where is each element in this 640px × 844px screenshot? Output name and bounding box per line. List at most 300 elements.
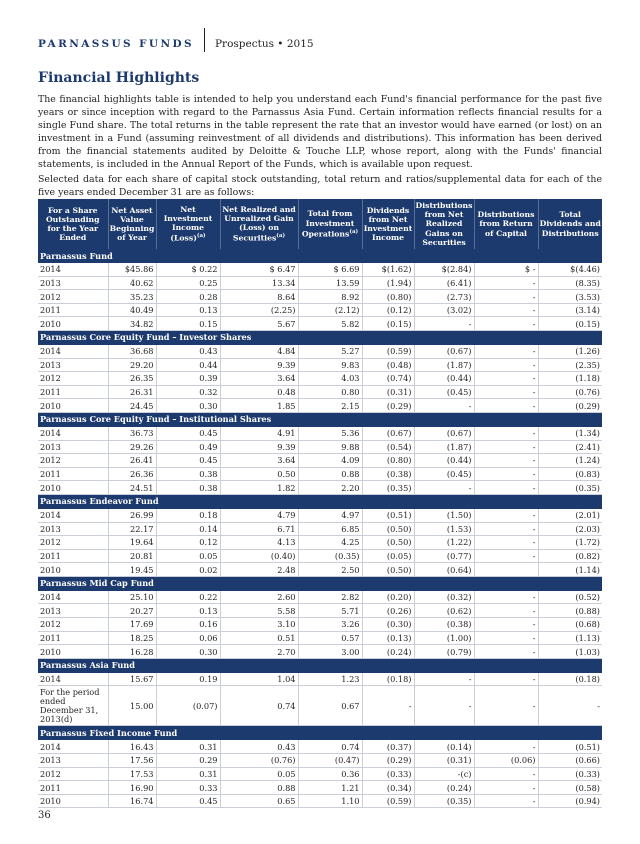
fund-section-header [38,249,602,263]
table-cell: (0.06) [474,754,538,768]
table-row [38,563,602,577]
table-cell: - [362,686,414,726]
column-header: Dividends from Net Investment Income [362,199,414,249]
table-cell: 2010 [38,794,108,808]
table-cell: 16.90 [108,781,156,795]
table-row [38,358,602,372]
table-cell: (0.48) [362,358,414,372]
table-cell: 6.71 [220,522,298,536]
table-cell: (0.59) [362,344,414,358]
table-cell: (0.24) [362,645,414,659]
table-row [38,767,602,781]
table-cell: 2011 [38,385,108,399]
table-cell: 0.67 [298,686,362,726]
table-cell: 0.38 [156,481,220,495]
table-cell: 0.88 [298,467,362,481]
table-row [38,467,602,481]
table-cell: (6.41) [414,276,474,290]
table-cell: 0.45 [156,454,220,468]
table-cell: 0.36 [298,767,362,781]
table-cell: (1.18) [538,372,602,386]
table-cell: 3.64 [220,454,298,468]
table-cell: 0.16 [156,618,220,632]
table-cell: 0.02 [156,563,220,577]
table-row [38,290,602,304]
table-cell: $ 6.69 [298,263,362,277]
table-cell [474,563,538,577]
table-cell: 1.04 [220,672,298,686]
table-cell: 9.39 [220,440,298,454]
table-cell: - [474,618,538,632]
fund-name: Parnassus Core Equity Fund – Investor Shares [38,330,602,344]
table-cell: $ 6.47 [220,263,298,277]
table-cell: - [474,672,538,686]
table-cell: (0.66) [538,754,602,768]
table-cell: 17.56 [108,754,156,768]
table-cell: (0.07) [156,686,220,726]
table-cell: 5.36 [298,426,362,440]
table-cell: 2014 [38,740,108,754]
table-row [38,631,602,645]
table-row [38,303,602,317]
table-cell: 4.91 [220,426,298,440]
fund-name: Parnassus Endeavor Fund [38,494,602,508]
intro-paragraph: The financial highlights table is intended to help you understand each Fund's financial performance for the past five years or since inception with regard to the Parnassus Asia Fund. Certain information reflects financial results for a single Fund share. The total returns in the table represent the rate that an investor would have earned (or lost) on an investment in a Fund (assuming reinvestment of all dividends and distributions). This information has been derived from the financial statements audited by Deloitte & Touche LLP, whose report, along with the Funds' financial statements, is included in the Annual Report of the Funds, which is available upon request. [38,94,602,170]
table-row [38,344,602,358]
table-cell: 0.51 [220,631,298,645]
page-title: Financial Highlights [38,70,200,86]
table-row [38,645,602,659]
table-cell: 17.53 [108,767,156,781]
table-cell: 0.74 [298,740,362,754]
table-cell: (0.51) [538,740,602,754]
table-cell: 0.65 [220,794,298,808]
table-cell: 15.67 [108,672,156,686]
table-cell: 3.00 [298,645,362,659]
table-cell: (1.03) [538,645,602,659]
table-cell: - [474,481,538,495]
table-cell: 0.30 [156,399,220,413]
table-cell: - [474,440,538,454]
table-cell: 4.09 [298,454,362,468]
column-header: Net Realized and Unrealized Gain (Loss) on Securities$^{(a)}$ [220,199,298,249]
table-cell: - [414,686,474,726]
table-cell: (0.35) [414,794,474,808]
table-cell: (1.22) [414,536,474,550]
column-header: Net Asset Value Beginning of Year [108,199,156,249]
table-cell: (0.62) [414,604,474,618]
table-cell: 24.51 [108,481,156,495]
table-cell: 2.15 [298,399,362,413]
table-cell: 0.31 [156,740,220,754]
table-row [38,781,602,795]
table-cell: - [474,344,538,358]
table-cell: 35.23 [108,290,156,304]
table-cell: 2014 [38,508,108,522]
table-cell: (0.29) [538,399,602,413]
table-cell: - [474,631,538,645]
table-cell: $(4.46) [538,263,602,277]
table-cell: 29.26 [108,440,156,454]
table-cell: 2.50 [298,563,362,577]
table-cell: - [474,522,538,536]
table-cell: 16.28 [108,645,156,659]
table-cell: 1.82 [220,481,298,495]
table-cell: 15.00 [108,686,156,726]
table-cell: 0.13 [156,604,220,618]
table-cell: (3.14) [538,303,602,317]
column-header: Net Investment Income (Loss)$^{(a)}$ [156,199,220,249]
table-cell: 26.35 [108,372,156,386]
table-cell: 5.27 [298,344,362,358]
table-row [38,426,602,440]
table-cell: (0.29) [362,754,414,768]
financial-highlights-table [38,199,602,808]
table-cell: 0.05 [220,767,298,781]
table-cell: $(2.84) [414,263,474,277]
table-cell: 1.23 [298,672,362,686]
table-cell: 40.62 [108,276,156,290]
table-cell: (2.03) [538,522,602,536]
table-cell: 3.26 [298,618,362,632]
table-cell: (0.82) [538,549,602,563]
table-cell: (0.26) [362,604,414,618]
table-cell: - [474,536,538,550]
table-cell: 5.82 [298,317,362,331]
table-cell: - [474,590,538,604]
table-cell: 0.32 [156,385,220,399]
table-cell: 0.06 [156,631,220,645]
table-cell: 26.36 [108,467,156,481]
table-cell: $45.86 [108,263,156,277]
table-cell: (0.45) [414,385,474,399]
table-cell: 2013 [38,440,108,454]
table-cell: 2010 [38,399,108,413]
table-cell: 25.10 [108,590,156,604]
table-cell: For the period ended December 31, 2013(d) [38,686,108,726]
table-cell: (1.26) [538,344,602,358]
page-header [38,36,314,52]
table-cell: (0.50) [362,563,414,577]
table-cell: (0.14) [414,740,474,754]
table-cell: 2012 [38,536,108,550]
table-row [38,454,602,468]
column-header: For a Share Outstanding for the Year Ended [38,199,108,249]
table-cell: 5.67 [220,317,298,331]
fund-section-header [38,412,602,426]
table-cell: 0.18 [156,508,220,522]
table-cell: 0.29 [156,754,220,768]
table-cell: 19.45 [108,563,156,577]
table-cell: - [474,317,538,331]
table-cell: 0.45 [156,426,220,440]
table-cell: 13.34 [220,276,298,290]
table-cell: (0.67) [414,344,474,358]
table-cell: 3.10 [220,618,298,632]
table-cell: 26.99 [108,508,156,522]
table-cell: (1.87) [414,358,474,372]
table-row [38,590,602,604]
document-label: Prospectus • 2015 [214,38,314,50]
table-cell: (0.50) [362,522,414,536]
table-cell: 2013 [38,604,108,618]
table-cell: (0.13) [362,631,414,645]
table-cell: $ - [474,263,538,277]
table-cell: 0.43 [220,740,298,754]
table-cell: (0.31) [414,754,474,768]
table-cell: 2012 [38,290,108,304]
table-cell: 0.50 [220,467,298,481]
table-cell: 4.97 [298,508,362,522]
table-cell: (0.59) [362,794,414,808]
table-cell: (2.25) [220,303,298,317]
table-cell: 16.43 [108,740,156,754]
table-cell: (3.02) [414,303,474,317]
table-cell: 9.39 [220,358,298,372]
table-cell: 2010 [38,645,108,659]
table-cell: (0.44) [414,372,474,386]
table-cell: 19.64 [108,536,156,550]
table-cell: 0.74 [220,686,298,726]
table-cell: 2.70 [220,645,298,659]
table-cell: (0.76) [538,385,602,399]
table-cell: 18.25 [108,631,156,645]
table-cell: 0.31 [156,767,220,781]
table-cell: (0.38) [362,467,414,481]
table-cell: - [474,372,538,386]
table-row [38,522,602,536]
table-cell: (0.35) [298,549,362,563]
table-cell: (0.15) [362,317,414,331]
table-row [38,399,602,413]
table-header [38,199,602,249]
table-cell: (0.67) [362,426,414,440]
table-row [38,385,602,399]
brand-name: PARNASSUS FUNDS [38,38,194,50]
table-cell: (0.51) [362,508,414,522]
table-cell: (0.80) [362,454,414,468]
table-cell: 0.14 [156,522,220,536]
table-cell: - [474,454,538,468]
table-cell: (0.29) [362,399,414,413]
table-cell: (3.53) [538,290,602,304]
table-cell: (1.14) [538,563,602,577]
table-cell: (0.52) [538,590,602,604]
table-cell: 36.73 [108,426,156,440]
table-cell: (0.35) [362,481,414,495]
table-cell: 6.85 [298,522,362,536]
table-cell: (0.79) [414,645,474,659]
table-cell: 13.59 [298,276,362,290]
table-row [38,754,602,768]
table-cell: (1.53) [414,522,474,536]
table-cell: 36.68 [108,344,156,358]
fund-section-header [38,726,602,740]
table-cell: 4.79 [220,508,298,522]
table-cell: (1.87) [414,440,474,454]
table-cell: (0.80) [362,290,414,304]
fund-name: Parnassus Core Equity Fund – Institutional Shares [38,412,602,426]
table-cell: (0.50) [362,536,414,550]
table-cell: 9.83 [298,358,362,372]
table-cell: (1.24) [538,454,602,468]
table-cell: (0.18) [362,672,414,686]
table-body [38,249,602,808]
table-cell: $ 0.22 [156,263,220,277]
table-cell: 24.45 [108,399,156,413]
table-row [38,686,602,726]
table-cell: 0.22 [156,590,220,604]
table-cell: 1.10 [298,794,362,808]
table-cell: 26.31 [108,385,156,399]
table-cell: 2.60 [220,590,298,604]
table-cell: 2014 [38,263,108,277]
table-cell: $(1.62) [362,263,414,277]
table-cell: (0.33) [362,767,414,781]
table-cell: (1.34) [538,426,602,440]
table-row [38,794,602,808]
table-cell: 2011 [38,549,108,563]
table-cell: (0.76) [220,754,298,768]
table-cell: - [474,645,538,659]
table-row [38,276,602,290]
table-cell: 0.44 [156,358,220,372]
table-cell: - [414,399,474,413]
table-cell: 2014 [38,672,108,686]
table-cell: 0.88 [220,781,298,795]
table-row [38,372,602,386]
table-cell: 0.43 [156,344,220,358]
table-cell: 2.20 [298,481,362,495]
table-cell: 1.85 [220,399,298,413]
table-cell: 2012 [38,372,108,386]
table-cell: - [414,672,474,686]
table-cell: 0.25 [156,276,220,290]
table-cell: (1.50) [414,508,474,522]
table-cell: 2013 [38,276,108,290]
table-cell: - [474,303,538,317]
table-cell: -(c) [414,767,474,781]
table-cell: - [474,276,538,290]
table-cell: (1.72) [538,536,602,550]
header-divider [204,28,205,52]
table-cell: 2.82 [298,590,362,604]
table-cell: 26.41 [108,454,156,468]
table-cell: (0.67) [414,426,474,440]
table-cell: 40.49 [108,303,156,317]
table-cell: 2014 [38,590,108,604]
table-cell: (0.18) [538,672,602,686]
table-cell: 0.45 [156,794,220,808]
table-cell: (0.34) [362,781,414,795]
table-cell: (0.12) [362,303,414,317]
table-cell: (0.30) [362,618,414,632]
table-cell: (0.31) [362,385,414,399]
table-cell: (0.94) [538,794,602,808]
table-cell: 4.13 [220,536,298,550]
table-row [38,481,602,495]
table-cell: 1.21 [298,781,362,795]
fund-section-header [38,658,602,672]
table-cell: 4.03 [298,372,362,386]
table-cell: - [474,794,538,808]
table-cell: 34.82 [108,317,156,331]
table-cell: - [474,686,538,726]
table-row [38,317,602,331]
table-cell: 0.15 [156,317,220,331]
table-cell: (0.32) [414,590,474,604]
table-cell: (2.35) [538,358,602,372]
table-cell: - [474,781,538,795]
column-header: Total Dividends and Distributions [538,199,602,249]
fund-section-header [38,494,602,508]
selected-data-paragraph: Selected data for each share of capital stock outstanding, total return and ratios/supplemental data for each of the five years ended December 31 are as follows: [38,174,602,198]
table-cell: 0.13 [156,303,220,317]
table-row [38,263,602,277]
table-cell: 22.17 [108,522,156,536]
table-cell: 3.64 [220,372,298,386]
table-cell: 0.80 [298,385,362,399]
table-cell: 2012 [38,454,108,468]
table-cell: 2012 [38,767,108,781]
table-cell: - [474,467,538,481]
table-cell: - [474,385,538,399]
table-cell: 0.49 [156,440,220,454]
table-cell: (2.41) [538,440,602,454]
table-cell: (0.47) [298,754,362,768]
table-cell: 0.30 [156,645,220,659]
table-cell: 0.39 [156,372,220,386]
table-cell: 0.57 [298,631,362,645]
fund-name: Parnassus Asia Fund [38,658,602,672]
table-cell: (0.38) [414,618,474,632]
table-row [38,604,602,618]
table-cell: - [474,290,538,304]
fund-section-header [38,330,602,344]
table-row [38,440,602,454]
table-row [38,672,602,686]
table-cell: 4.25 [298,536,362,550]
table-cell: 5.71 [298,604,362,618]
table-cell: 2011 [38,303,108,317]
table-cell: - [414,317,474,331]
table-cell: - [538,686,602,726]
table-cell: 20.27 [108,604,156,618]
table-cell: (0.77) [414,549,474,563]
table-cell: (0.74) [362,372,414,386]
table-cell: (2.12) [298,303,362,317]
column-header: Total from Investment Operations$^{(a)}$ [298,199,362,249]
table-cell: (1.94) [362,276,414,290]
fund-name: Parnassus Mid Cap Fund [38,576,602,590]
table-cell: - [474,399,538,413]
table-row [38,549,602,563]
table-cell: (2.73) [414,290,474,304]
fund-section-header [38,576,602,590]
table-cell: (0.64) [414,563,474,577]
table-row [38,536,602,550]
table-cell: (1.00) [414,631,474,645]
table-cell: 2014 [38,426,108,440]
table-cell: (0.37) [362,740,414,754]
table-cell: - [474,767,538,781]
table-cell: (8.35) [538,276,602,290]
table-cell: 9.88 [298,440,362,454]
table-row [38,740,602,754]
table-cell: 20.81 [108,549,156,563]
table-cell: 2013 [38,522,108,536]
table-cell: - [474,358,538,372]
